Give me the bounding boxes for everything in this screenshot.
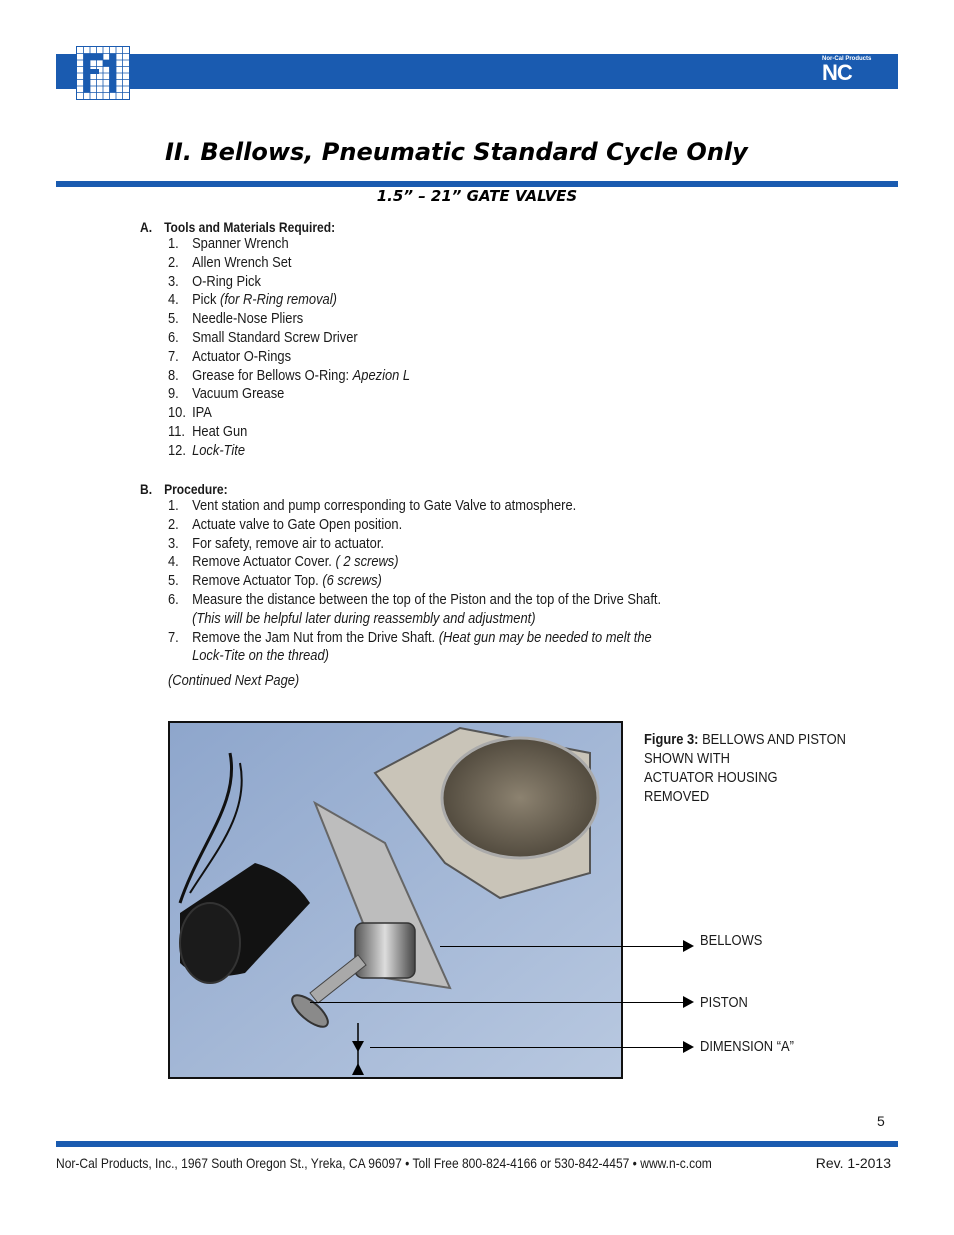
list-item: 10. IPA (168, 404, 212, 422)
list-item: 11. Heat Gun (168, 422, 248, 440)
brand-big-text: NC (822, 60, 852, 85)
section-b-heading (140, 481, 228, 497)
bellows-arrow-icon (683, 940, 694, 952)
figure-caption-line: REMOVED (644, 788, 710, 805)
list-item: 6. Measure the distance between the top of the Piston and the top of the Drive Shaft. (This will be helpful later during reassembly and adjustment) (168, 590, 662, 627)
list-item: 9. Vacuum Grease (168, 385, 285, 403)
list-item: 5. Remove Actuator Top. (6 screws) (168, 572, 382, 590)
list-item: 1. Vent station and pump corresponding to Gate Valve to atmosphere. (168, 497, 577, 514)
brand-small-text: Nor-Cal Products (822, 56, 872, 62)
dimension-callout-label: DIMENSION “A” (700, 1038, 794, 1055)
list-item: 2. Allen Wrench Set (168, 253, 292, 271)
list-item: 7. Actuator O-Rings (168, 347, 292, 365)
section-a-title: Tools and Materials Required: (164, 219, 336, 235)
list-item: 1. Spanner Wrench (168, 235, 289, 252)
figure-label: Figure 3: (644, 731, 699, 748)
figure-caption-line: SHOWN WITH (644, 750, 730, 767)
figure-caption-line: ACTUATOR HOUSING (644, 769, 778, 786)
list-item: 7. Remove the Jam Nut from the Drive Shaft. (Heat gun may be needed to melt the Lock-Tite on the thread) (168, 628, 652, 665)
piston-callout-label: PISTON (700, 994, 748, 1011)
footer-revision: Rev. 1-2013 (815, 1155, 891, 1171)
piston-arrow-icon (683, 996, 694, 1008)
page-title: II. Bellows, Pneumatic Standard Cycle Only (165, 138, 748, 166)
list-item: 12. Lock-Tite (168, 441, 246, 459)
page-number: 5 (877, 1113, 885, 1129)
figure-caption (644, 730, 846, 806)
bellows-callout-label: BELLOWS (700, 932, 763, 949)
section-b-letter: B. (140, 481, 153, 497)
section-a-letter: A. (140, 219, 153, 235)
continued-note: (Continued Next Page) (168, 672, 300, 689)
list-item: 6. Small Standard Screw Driver (168, 328, 358, 346)
section-b-title: Procedure: (164, 481, 228, 497)
list-item: 4. Pick (for R-Ring removal) (168, 291, 337, 309)
bellows-callout-line (440, 946, 685, 947)
figure-caption-line: BELLOWS AND PISTON (702, 731, 846, 748)
list-item: 3. O-Ring Pick (168, 272, 261, 290)
footer-address: Nor-Cal Products, Inc., 1967 South Oregon St., Yreka, CA 96097 • Toll Free 800-824-4166 or 530-842-4457 • www.n-c.com (56, 1155, 712, 1171)
procedure-list (168, 497, 741, 666)
list-item: 4. Remove Actuator Cover. ( 2 screws) (168, 553, 399, 571)
piston-callout-line (310, 1002, 685, 1003)
list-item: 5. Needle-Nose Pliers (168, 310, 304, 328)
footer-rule (56, 1141, 898, 1147)
bellows-piston-photo (168, 721, 623, 1079)
list-item: 8. Grease for Bellows O-Ring: Apezion L (168, 366, 411, 384)
page-subtitle: 1.5” – 21” GATE VALVES (376, 187, 578, 205)
list-item: 3. For safety, remove air to actuator. (168, 534, 384, 552)
section-a-heading (140, 219, 335, 235)
dimension-arrow-icon (683, 1041, 694, 1053)
company-grid-logo (76, 46, 130, 100)
list-item: 2. Actuate valve to Gate Open position. (168, 515, 403, 533)
header-bar (56, 54, 898, 89)
dimension-callout-line (370, 1047, 685, 1048)
nc-logo (822, 56, 876, 86)
tools-list (168, 235, 449, 461)
